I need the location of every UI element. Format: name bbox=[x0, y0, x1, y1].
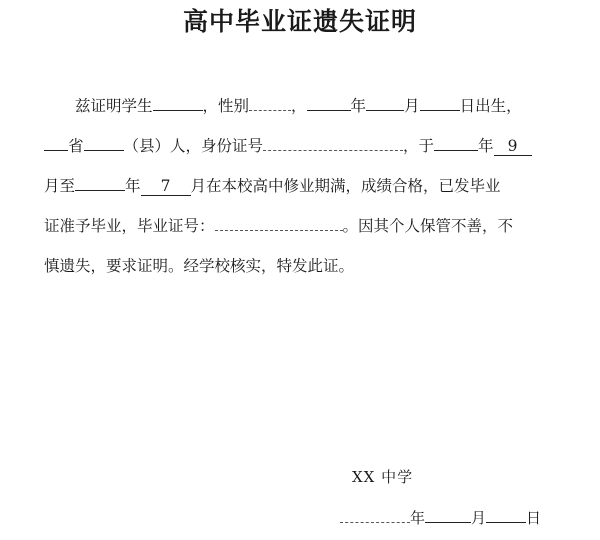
sign-day-blank[interactable] bbox=[486, 505, 526, 523]
county-blank[interactable] bbox=[84, 133, 124, 151]
document-title: 高中毕业证遗失证明 bbox=[182, 7, 417, 36]
text-at: ，于 bbox=[403, 137, 435, 155]
text-gender: ，性别 bbox=[202, 97, 250, 115]
text-sign-year: 年 bbox=[410, 509, 426, 527]
body-line-3 bbox=[44, 166, 574, 206]
body-line-5: 慎遗失，要求证明。经学校核实，特发此证。 bbox=[44, 257, 355, 275]
birth-day-blank[interactable] bbox=[420, 93, 460, 111]
province-blank[interactable] bbox=[44, 133, 68, 151]
birth-year-blank[interactable] bbox=[307, 93, 351, 111]
text-province: 省 bbox=[68, 137, 84, 155]
text-sign-month: 月 bbox=[471, 509, 487, 527]
end-month-value[interactable]: 7 bbox=[141, 177, 191, 196]
text-month: 月 bbox=[404, 97, 420, 115]
start-month-value[interactable]: 9 bbox=[494, 137, 532, 156]
certificate-body bbox=[44, 86, 574, 286]
birth-month-blank[interactable] bbox=[366, 93, 404, 111]
signature-date bbox=[340, 505, 541, 528]
id-number-blank[interactable] bbox=[263, 133, 403, 151]
body-line-1 bbox=[44, 86, 574, 126]
sign-month-blank[interactable] bbox=[425, 505, 471, 523]
end-year-blank[interactable] bbox=[75, 173, 125, 191]
school-signature: XX 中学 bbox=[352, 468, 414, 486]
text-completed: 月在本校高中修业期满，成绩合格，已发毕业 bbox=[190, 177, 501, 195]
certificate-number-blank[interactable] bbox=[215, 213, 343, 231]
body-line-4 bbox=[44, 206, 574, 246]
text-lost-reason: 。因其个人保管不善，不 bbox=[342, 217, 514, 235]
gender-blank[interactable] bbox=[249, 93, 291, 111]
text-sign-day: 日 bbox=[526, 509, 542, 527]
text-year: 年 bbox=[350, 97, 367, 115]
text-county-id: （县）人，身份证号 bbox=[123, 137, 264, 155]
text-end-year: 年 bbox=[125, 177, 141, 195]
student-name-blank[interactable] bbox=[153, 93, 203, 111]
body-line-2 bbox=[44, 126, 574, 166]
text-comma: ， bbox=[291, 97, 307, 115]
text-start-year: 年 bbox=[478, 137, 494, 155]
text-month-to: 月至 bbox=[44, 177, 76, 195]
text-day-born: 日出生， bbox=[459, 97, 522, 115]
text-certify-student: 兹证明学生 bbox=[75, 97, 153, 115]
text-cert-number: 证准予毕业，毕业证号： bbox=[44, 217, 215, 235]
start-year-blank[interactable] bbox=[434, 133, 478, 151]
sign-year-blank[interactable] bbox=[340, 505, 410, 523]
